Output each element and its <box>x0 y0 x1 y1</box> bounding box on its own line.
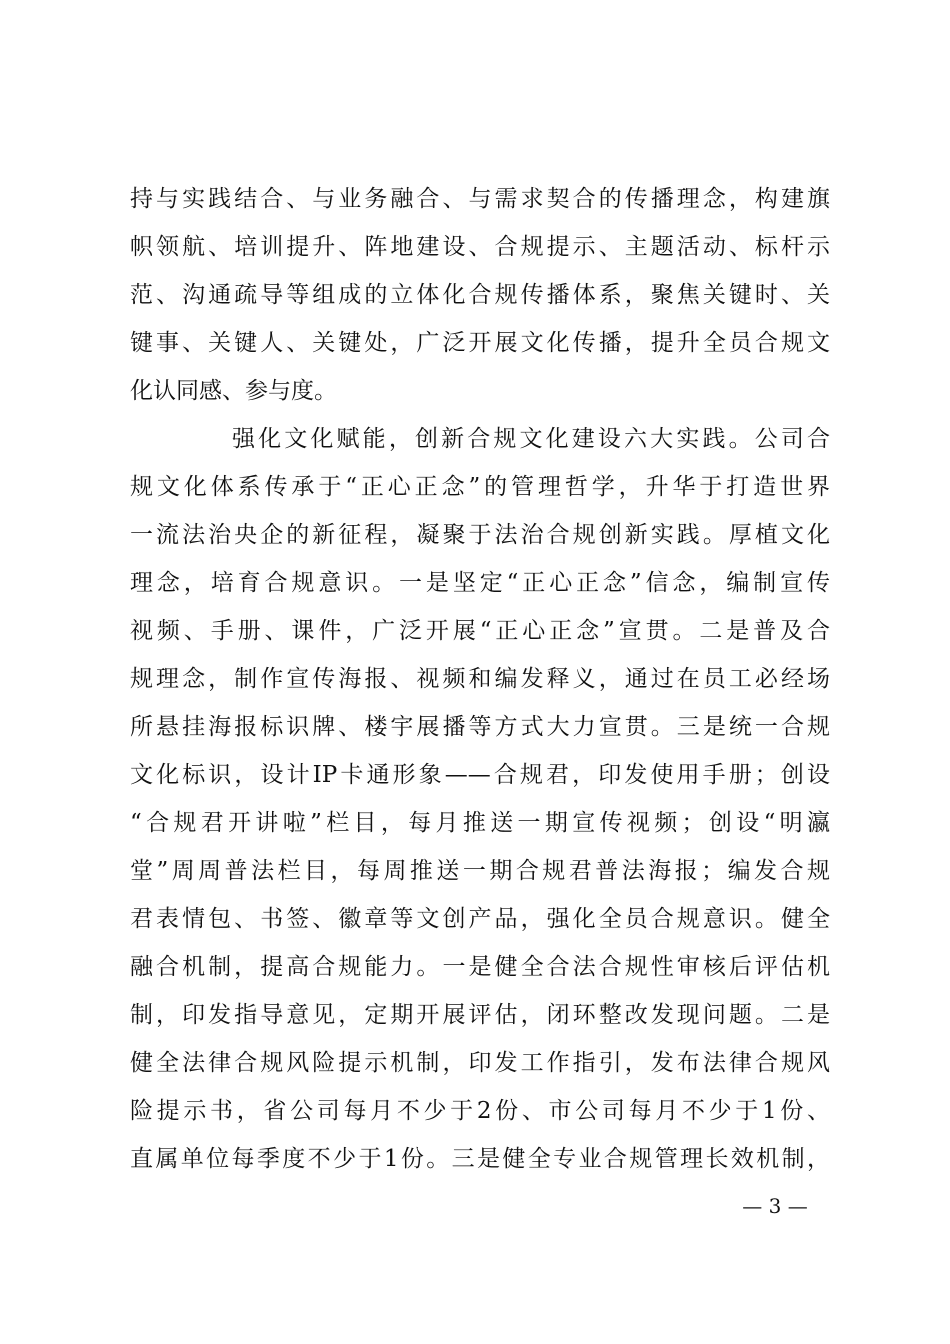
text-line: 键事、关键人、关键处，广泛开展文化传播，提升全员合规文 <box>130 330 830 356</box>
text-line: 范、沟通疏导等组成的立体化合规传播体系，聚焦关键时、关 <box>130 282 830 308</box>
page-number: — 3 — <box>742 1194 808 1218</box>
text-line: 理念，培育合规意识。一是坚定“正心正念”信念，编制宣传 <box>130 570 830 596</box>
text-line: 规理念，制作宣传海报、视频和编发释义，通过在员工必经场 <box>130 666 830 692</box>
text-line: 所悬挂海报标识牌、楼宇展播等方式大力宣贯。三是统一合规 <box>130 714 830 740</box>
text-line: 堂”周周普法栏目，每周推送一期合规君普法海报；编发合规 <box>130 858 830 884</box>
text-line: 化认同感、参与度。 <box>130 378 337 404</box>
text-line: “合规君开讲啦”栏目，每月推送一期宣传视频；创设“明瀛 <box>130 810 830 836</box>
text-line: 规文化体系传承于“正心正念”的管理哲学，升华于打造世界 <box>130 474 830 500</box>
text-line: 制，印发指导意见，定期开展评估，闭环整改发现问题。二是 <box>130 1002 830 1028</box>
text-line: 文化标识，设计IP卡通形象——合规君，印发使用手册；创设 <box>130 762 830 788</box>
text-line: 帜领航、培训提升、阵地建设、合规提示、主题活动、标杆示 <box>130 234 830 260</box>
text-line: 一流法治央企的新征程，凝聚于法治合规创新实践。厚植文化 <box>130 522 830 548</box>
text-line: 视频、手册、课件，广泛开展“正心正念”宣贯。二是普及合 <box>130 618 830 644</box>
text-line: 融合机制，提高合规能力。一是健全合法合规性审核后评估机 <box>130 954 830 980</box>
text-line: 健全法律合规风险提示机制，印发工作指引，发布法律合规风 <box>130 1050 830 1076</box>
text-line: 持与实践结合、与业务融合、与需求契合的传播理念，构建旗 <box>130 186 830 212</box>
text-line: 直属单位每季度不少于1份。三是健全专业合规管理长效机制， <box>130 1146 830 1172</box>
paragraph-heading-line: 强化文化赋能，创新合规文化建设六大实践。公司合 <box>232 426 830 452</box>
text-line: 君表情包、书签、徽章等文创产品，强化全员合规意识。健全 <box>130 906 830 932</box>
text-line: 险提示书，省公司每月不少于2份、市公司每月不少于1份、 <box>130 1098 830 1124</box>
